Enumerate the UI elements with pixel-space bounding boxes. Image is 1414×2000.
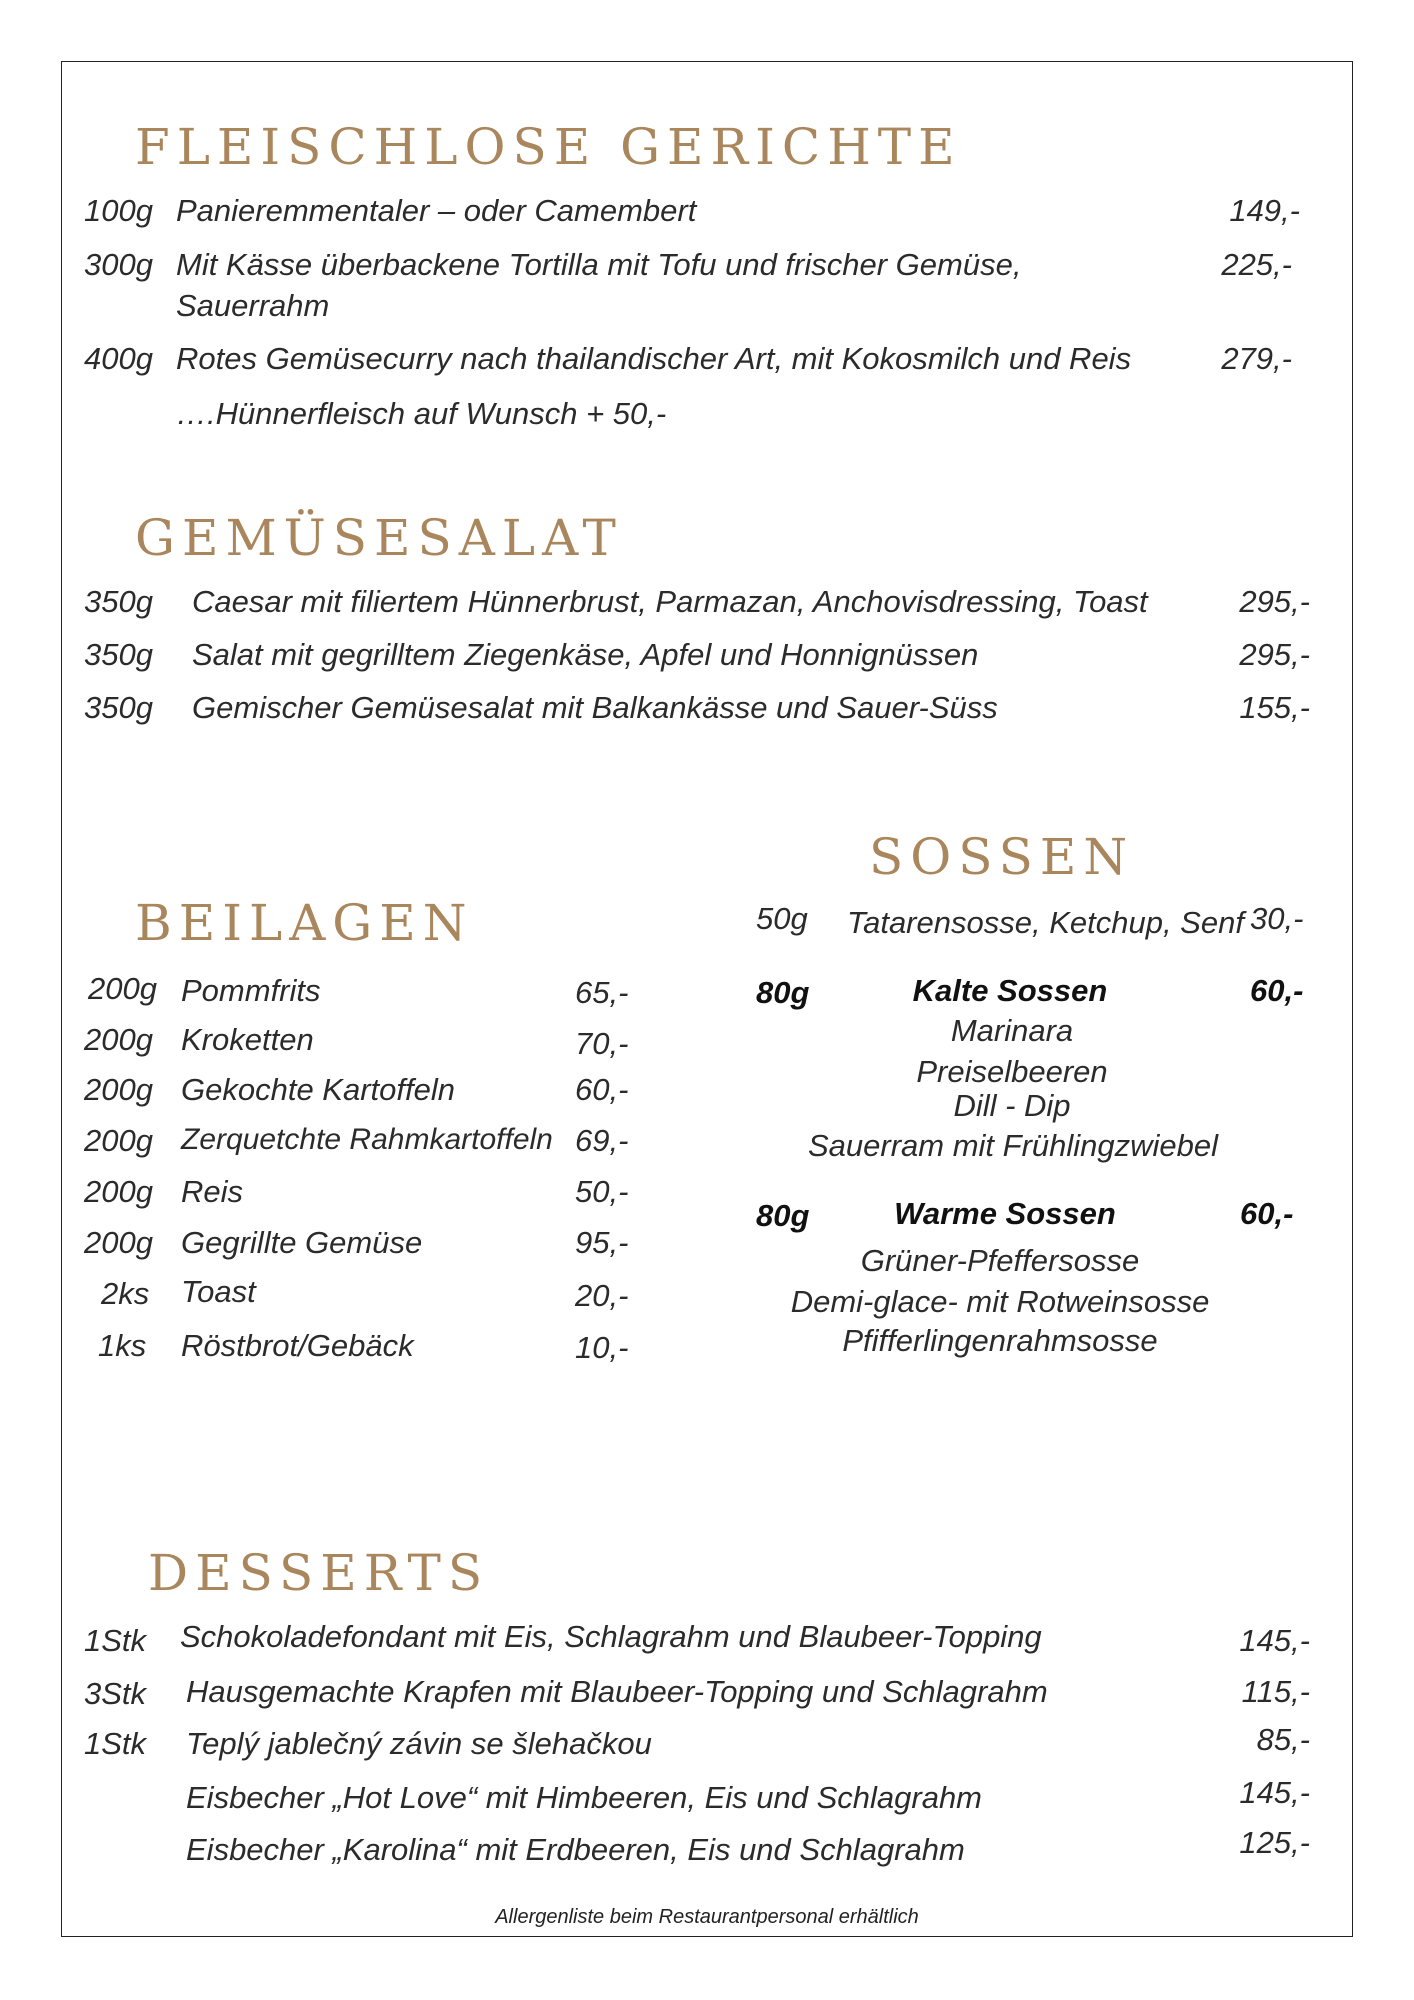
item-qty: 200g [84,1225,153,1260]
item-name: Kroketten [181,1022,314,1057]
item-qty: 200g [84,1174,153,1209]
item-price: 20,- [575,1278,629,1313]
item-name: Gegrillte Gemüse [181,1225,423,1260]
item-name: Teplý jablečný závin se šlehačkou [186,1726,652,1761]
item-price: 60,- [575,1072,629,1107]
item-name: Mit Kässe überbackene Tortilla mit Tofu und frischer Gemüse, [176,247,1022,282]
item-price: 295,- [1239,584,1310,619]
item-name: Zerquetchte Rahmkartoffeln [181,1123,553,1156]
item-qty: 300g [84,247,153,282]
allergen-footer: Allergenliste beim Restaurantpersonal erhältlich [495,1906,919,1928]
sauce-group-title: Warme Sossen [894,1196,1116,1231]
section-title-sossen: SOSSEN [869,828,1135,886]
item-price: 10,- [575,1330,629,1365]
item-price: 145,- [1239,1623,1310,1658]
item-name: Hausgemachte Krapfen mit Blaubeer-Topping und Schlagrahm [186,1674,1048,1709]
sauce-list-item: Marinara [950,1013,1074,1048]
sauce-price: 30,- [1250,901,1304,936]
item-name: Eisbecher „Karolina“ mit Erdbeeren, Eis und Schlagrahm [186,1832,965,1867]
sauce-name: Tatarensosse, Ketchup, Senf [847,905,1244,940]
item-qty: 350g [84,690,153,725]
sauce-list-item: Preiselbeeren [916,1054,1108,1089]
sauce-qty: 50g [756,901,808,936]
item-qty: 200g [88,971,157,1006]
item-price: 115,- [1241,1674,1310,1709]
sauce-list-item: Dill - Dip [953,1088,1071,1123]
item-qty: 200g [84,1072,153,1107]
item-name: Rotes Gemüsecurry nach thailandischer Art, mit Kokosmilch und Reis [176,341,1132,376]
sauce-list-item: Demi-glace- mit Rotweinsosse [790,1284,1210,1319]
section-note: ….Hünnerfleisch auf Wunsch + 50,- [176,396,667,431]
item-qty: 1ks [98,1328,147,1363]
item-price: 279,- [1221,341,1292,376]
item-qty: 200g [84,1123,153,1158]
item-name: Gemischer Gemüsesalat mit Balkankässe und Sauer-Süss [192,690,998,725]
item-name: Röstbrot/Gebäck [181,1328,414,1363]
sauce-group-title: Kalte Sossen [912,973,1108,1008]
item-qty: 400g [84,341,153,376]
sauce-group-price: 60,- [1240,1196,1294,1231]
item-qty: 1Stk [84,1726,147,1761]
item-qty: 100g [84,193,153,228]
item-price: 95,- [575,1225,629,1260]
item-name: Gekochte Kartoffeln [181,1072,455,1107]
item-price: 225,- [1221,247,1292,282]
item-price: 65,- [575,975,629,1010]
item-price: 69,- [575,1123,629,1158]
sauce-group-qty: 80g [756,975,810,1010]
item-price: 70,- [575,1026,629,1061]
section-title-gemuesesalat: GEMÜSESALAT [135,509,623,567]
item-name: Eisbecher „Hot Love“ mit Himbeeren, Eis und Schlagrahm [186,1780,983,1815]
item-price: 149,- [1229,193,1300,228]
item-name: Pommfrits [181,973,321,1008]
section-title-desserts: DESSERTS [148,1544,490,1602]
item-name: Reis [181,1174,244,1209]
item-name: Caesar mit filiertem Hünnerbrust, Parmazan, Anchovisdressing, Toast [192,584,1148,619]
sauce-group-qty: 80g [756,1198,810,1233]
item-price: 155,- [1239,690,1310,725]
item-qty: 350g [84,584,153,619]
sauce-list-item: Sauerram mit Frühlingzwiebel [807,1128,1219,1163]
item-price: 50,- [575,1174,629,1209]
item-price: 85,- [1256,1722,1310,1757]
item-qty: 200g [84,1022,153,1057]
item-price: 295,- [1239,637,1310,672]
item-qty: 3Stk [84,1676,147,1711]
item-name: Toast [181,1274,256,1309]
item-name: Schokoladefondant mit Eis, Schlagrahm und Blaubeer-Topping [180,1619,1042,1654]
item-qty: 1Stk [84,1623,147,1658]
item-name-continued: Sauerrahm [176,288,330,323]
section-title-beilagen: BEILAGEN [135,894,474,952]
sauce-list-item: Grüner-Pfeffersosse [860,1243,1140,1278]
item-price: 145,- [1239,1775,1310,1810]
sauce-group-price: 60,- [1250,973,1304,1008]
item-qty: 2ks [101,1276,150,1311]
sauce-list-item: Pfifferlingenrahmsosse [842,1323,1158,1358]
section-title-fleischlose: FLEISCHLOSE GERICHTE [135,118,962,176]
item-name: Panieremmentaler – oder Camembert [176,193,697,228]
item-name: Salat mit gegrilltem Ziegenkäse, Apfel und Honnignüssen [192,637,979,672]
item-qty: 350g [84,637,153,672]
item-price: 125,- [1239,1825,1310,1860]
